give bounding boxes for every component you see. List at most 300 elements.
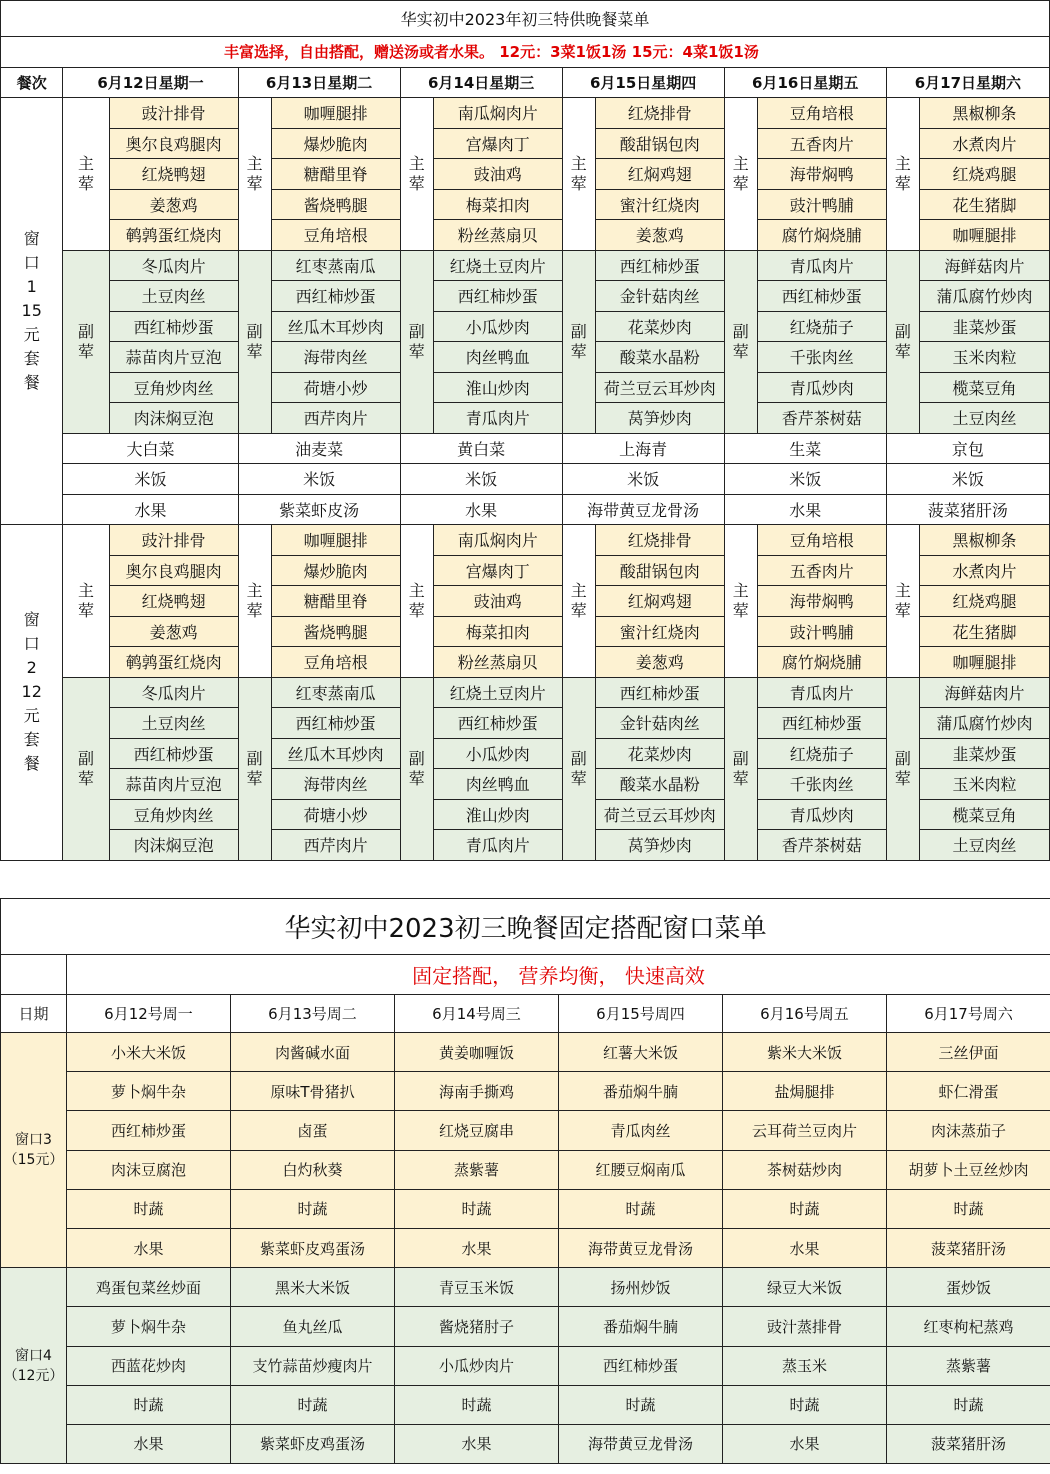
menu-cell-side: 豆角炒肉丝 xyxy=(109,799,238,830)
menu-cell-extra: 米饭 xyxy=(238,464,400,495)
day-header: 6月15号周四 xyxy=(559,995,723,1033)
menu-cell: 红枣枸杞蒸鸡 xyxy=(887,1307,1050,1346)
side-dish-label xyxy=(238,677,271,860)
menu-cell: 海带黄豆龙骨汤 xyxy=(559,1424,723,1463)
main-dish-label xyxy=(63,98,109,251)
side-dish-label xyxy=(724,250,757,433)
menu-cell: 绿豆大米饭 xyxy=(723,1268,887,1307)
side-dish-label xyxy=(562,250,595,433)
main-dish-label-char: 主 xyxy=(894,153,911,173)
menu-cell: 紫米大米饭 xyxy=(723,1033,887,1072)
menu-cell: 时蔬 xyxy=(887,1385,1050,1424)
menu-cell: 萝卜焖牛杂 xyxy=(67,1307,231,1346)
menu-cell-extra: 京包 xyxy=(886,433,1049,464)
day-header: 6月12日星期一 xyxy=(63,67,238,98)
side-dish-label-char: 副 xyxy=(246,321,263,341)
menu-cell: 水果 xyxy=(723,1424,887,1463)
main-dish-label-char: 主 xyxy=(570,153,587,173)
side-dish-label xyxy=(724,677,757,860)
menu-cell: 鸡蛋包菜丝炒面 xyxy=(67,1268,231,1307)
menu-cell-main: 姜葱鸡 xyxy=(109,616,238,647)
menu-cell-main: 酱烧鸭腿 xyxy=(271,189,400,220)
window-label-char: 口 xyxy=(23,253,40,272)
menu-cell: 虾仁滑蛋 xyxy=(887,1072,1050,1111)
menu-cell-side: 红枣蒸南瓜 xyxy=(271,250,400,281)
menu-cell-side: 韭菜炒蛋 xyxy=(919,738,1049,769)
menu-cell: 白灼秋葵 xyxy=(231,1150,395,1189)
menu-cell-side: 榄菜豆角 xyxy=(919,799,1049,830)
menu-cell-side: 荷塘小炒 xyxy=(271,799,400,830)
window-label-char: 口 xyxy=(23,634,40,654)
menu-cell-side: 西红柿炒蛋 xyxy=(271,281,400,312)
menu-cell-side: 西芹肉片 xyxy=(271,830,400,861)
menu-cell-main: 南瓜焖肉片 xyxy=(433,98,562,129)
menu-cell: 豉汁蒸排骨 xyxy=(723,1307,887,1346)
menu-cell-side: 莴笋炒肉 xyxy=(595,403,724,434)
menu-cell-side: 荷兰豆云耳炒肉 xyxy=(595,799,724,830)
side-dish-label-char: 副 xyxy=(246,748,263,768)
menu-cell: 鱼丸丝瓜 xyxy=(231,1307,395,1346)
main-dish-label-char: 主 xyxy=(732,153,749,173)
menu-cell: 菠菜猪肝汤 xyxy=(887,1424,1050,1463)
menu-cell: 时蔬 xyxy=(559,1189,723,1228)
main-dish-label-char: 主 xyxy=(408,580,425,600)
menu-cell-extra: 海带黄豆龙骨汤 xyxy=(562,494,724,525)
menu-cell-side: 西红柿炒蛋 xyxy=(109,738,238,769)
menu-cell-side: 肉丝鸭血 xyxy=(433,769,562,800)
main-dish-label-char: 荤 xyxy=(732,600,749,620)
menu-cell-side: 蒲瓜腐竹炒肉 xyxy=(919,708,1049,739)
main-dish-label-char: 主 xyxy=(246,153,263,173)
window-label-char: 窗 xyxy=(23,610,40,630)
day-header: 6月16日星期五 xyxy=(724,67,886,98)
menu-cell-side: 西红柿炒蛋 xyxy=(595,677,724,708)
menu-cell-main: 鹌鹑蛋红烧肉 xyxy=(109,647,238,678)
side-dish-label-char: 副 xyxy=(78,748,95,768)
menu-cell-main: 红焖鸡翅 xyxy=(595,159,724,190)
main-dish-label-char: 主 xyxy=(408,153,425,173)
side-dish-label-char: 荤 xyxy=(570,341,587,361)
menu-cell-side: 酸菜水晶粉 xyxy=(595,769,724,800)
menu-cell-main: 水煮肉片 xyxy=(919,128,1049,159)
main-dish-label-char: 主 xyxy=(78,153,95,173)
menu-cell: 黑米大米饭 xyxy=(231,1268,395,1307)
menu-cell-main: 海带焖鸭 xyxy=(757,586,886,617)
menu-cell-main: 红烧鸡腿 xyxy=(919,586,1049,617)
menu-cell: 时蔬 xyxy=(67,1385,231,1424)
main-dish-label xyxy=(562,98,595,251)
menu-cell: 番茄焖牛腩 xyxy=(559,1072,723,1111)
menu-cell-main: 奥尔良鸡腿肉 xyxy=(109,128,238,159)
day-header: 6月13日星期二 xyxy=(238,67,400,98)
menu-cell-side: 金针菇肉丝 xyxy=(595,708,724,739)
menu-cell: 西蓝花炒肉 xyxy=(67,1346,231,1385)
menu-cell-side: 海带肉丝 xyxy=(271,769,400,800)
main-dish-label xyxy=(238,98,271,251)
menu-cell-extra: 米饭 xyxy=(724,464,886,495)
menu-cell: 水果 xyxy=(67,1424,231,1463)
menu-cell-main: 梅菜扣肉 xyxy=(433,189,562,220)
menu-cell: 原味T骨猪扒 xyxy=(231,1072,395,1111)
main-dish-label-char: 荤 xyxy=(246,173,263,193)
menu-cell-extra: 紫菜虾皮汤 xyxy=(238,494,400,525)
menu-cell-main: 咖喱腿排 xyxy=(919,220,1049,251)
menu-cell-main: 豉油鸡 xyxy=(433,586,562,617)
menu-cell-side: 莴笋炒肉 xyxy=(595,830,724,861)
menu-cell-side: 西红柿炒蛋 xyxy=(109,311,238,342)
menu-cell-main: 豆角培根 xyxy=(271,647,400,678)
menu-cell-side: 土豆肉丝 xyxy=(919,830,1049,861)
menu-cell-side: 青瓜炒肉 xyxy=(757,799,886,830)
menu-cell-main: 姜葱鸡 xyxy=(595,647,724,678)
side-dish-label-char: 荤 xyxy=(78,768,95,788)
menu-cell-main: 红烧排骨 xyxy=(595,98,724,129)
menu-cell-main: 腐竹焖烧脯 xyxy=(757,647,886,678)
menu-cell-main: 花生猪脚 xyxy=(919,189,1049,220)
window-label-char: 餐 xyxy=(23,754,40,774)
menu-cell-side: 海鲜菇肉片 xyxy=(919,677,1049,708)
side-dish-label-char: 荤 xyxy=(732,768,749,788)
menu-cell-main: 鹌鹑蛋红烧肉 xyxy=(109,220,238,251)
menu-cell: 胡萝卜土豆丝炒肉 xyxy=(887,1150,1050,1189)
menu-cell-main: 红烧鸭翅 xyxy=(109,159,238,190)
menu-cell-extra: 上海青 xyxy=(562,433,724,464)
menu-cell-main: 海带焖鸭 xyxy=(757,159,886,190)
menu-cell-main: 豆角培根 xyxy=(271,220,400,251)
main-dish-label-char: 主 xyxy=(570,580,587,600)
side-dish-label xyxy=(238,250,271,433)
menu-cell: 海南手撕鸡 xyxy=(395,1072,559,1111)
main-dish-label-char: 荤 xyxy=(894,600,911,620)
menu-cell-side: 香芹茶树菇 xyxy=(757,403,886,434)
menu-cell-side: 青瓜肉片 xyxy=(757,250,886,281)
menu-cell: 红烧豆腐串 xyxy=(395,1111,559,1150)
menu-cell-main: 豉汁排骨 xyxy=(109,525,238,556)
side-dish-label-char: 副 xyxy=(408,748,425,768)
fixed-window-menu-table xyxy=(0,898,1050,1464)
menu-cell-side: 冬瓜肉片 xyxy=(109,677,238,708)
menu-cell-side: 花菜炒肉 xyxy=(595,311,724,342)
menu-cell: 菠菜猪肝汤 xyxy=(887,1228,1050,1267)
side-dish-label-char: 荤 xyxy=(570,768,587,788)
menu-cell-main: 腐竹焖烧脯 xyxy=(757,220,886,251)
window-label-char: 1 xyxy=(26,277,37,296)
menu-cell-main: 五香肉片 xyxy=(757,555,886,586)
side-dish-label-char: 荤 xyxy=(246,768,263,788)
main-dish-label-char: 荤 xyxy=(408,600,425,620)
side-dish-label-char: 荤 xyxy=(408,341,425,361)
menu-cell-main: 红焖鸡翅 xyxy=(595,586,724,617)
menu-cell: 红薯大米饭 xyxy=(559,1033,723,1072)
main-dish-label-char: 荤 xyxy=(570,600,587,620)
main-dish-label xyxy=(886,525,919,678)
menu-cell-side: 小瓜炒肉 xyxy=(433,311,562,342)
menu-cell-side: 青瓜肉片 xyxy=(757,677,886,708)
menu-cell-main: 姜葱鸡 xyxy=(109,189,238,220)
promo-text: 丰富选择，自由搭配，赠送汤或者水果。 12元：3菜1饭1汤 15元：4菜1饭1汤 xyxy=(1,37,1050,68)
side-dish-label-char: 荤 xyxy=(246,341,263,361)
menu-cell-side: 红枣蒸南瓜 xyxy=(271,677,400,708)
menu-cell-extra: 生菜 xyxy=(724,433,886,464)
menu-cell: 紫菜虾皮鸡蛋汤 xyxy=(231,1424,395,1463)
window-label xyxy=(1,1268,67,1464)
menu-cell: 茶树菇炒肉 xyxy=(723,1150,887,1189)
fixed-menu-title: 华实初中2023初三晚餐固定搭配窗口菜单 xyxy=(1,899,1050,955)
menu-cell-side: 肉沫焖豆泡 xyxy=(109,403,238,434)
menu-cell-side: 蒲瓜腐竹炒肉 xyxy=(919,281,1049,312)
menu-cell: 时蔬 xyxy=(723,1189,887,1228)
menu-cell-side: 海带肉丝 xyxy=(271,342,400,373)
side-dish-label-char: 副 xyxy=(894,748,911,768)
side-dish-label xyxy=(63,250,109,433)
menu-cell-main: 蜜汁红烧肉 xyxy=(595,189,724,220)
menu-cell-side: 丝瓜木耳炒肉 xyxy=(271,311,400,342)
day-header: 6月13号周二 xyxy=(231,995,395,1033)
side-dish-label-char: 荤 xyxy=(732,341,749,361)
window-label-char: 2 xyxy=(26,658,37,678)
menu-cell: 萝卜焖牛杂 xyxy=(67,1072,231,1111)
menu-cell-side: 榄菜豆角 xyxy=(919,372,1049,403)
window-label-char: 餐 xyxy=(23,373,40,392)
menu-cell: 水果 xyxy=(67,1228,231,1267)
menu-cell: 时蔬 xyxy=(231,1189,395,1228)
menu-cell-main: 酸甜锅包肉 xyxy=(595,555,724,586)
menu-cell: 三丝伊面 xyxy=(887,1033,1050,1072)
menu-cell-main: 奥尔良鸡腿肉 xyxy=(109,555,238,586)
date-header: 日期 xyxy=(1,995,67,1033)
menu-cell-main: 咖喱腿排 xyxy=(271,98,400,129)
main-dish-label-char: 主 xyxy=(246,580,263,600)
menu-cell-main: 花生猪脚 xyxy=(919,616,1049,647)
menu-cell: 支竹蒜苗炒瘦肉片 xyxy=(231,1346,395,1385)
menu-cell-side: 蒜苗肉片豆泡 xyxy=(109,342,238,373)
menu-cell-extra: 米饭 xyxy=(886,464,1049,495)
menu-cell: 时蔬 xyxy=(887,1189,1050,1228)
menu-cell: 红腰豆焖南瓜 xyxy=(559,1150,723,1189)
menu-cell-main: 五香肉片 xyxy=(757,128,886,159)
menu-cell-main: 酸甜锅包肉 xyxy=(595,128,724,159)
menu-title: 华实初中2023年初三特供晚餐菜单 xyxy=(1,1,1050,37)
menu-cell: 小瓜炒肉片 xyxy=(395,1346,559,1385)
menu-cell: 云耳荷兰豆肉片 xyxy=(723,1111,887,1150)
menu-cell-main: 豉汁鸭脯 xyxy=(757,189,886,220)
menu-cell: 肉沫蒸茄子 xyxy=(887,1111,1050,1150)
menu-cell: 蛋炒饭 xyxy=(887,1268,1050,1307)
window-label-char: 12 xyxy=(21,682,42,702)
menu-cell-extra: 米饭 xyxy=(400,464,562,495)
menu-cell-side: 金针菇肉丝 xyxy=(595,281,724,312)
menu-cell-side: 红烧茄子 xyxy=(757,738,886,769)
menu-cell-main: 豉油鸡 xyxy=(433,159,562,190)
main-dish-label-char: 荤 xyxy=(78,173,95,193)
menu-cell-side: 玉米肉粒 xyxy=(919,769,1049,800)
main-dish-label-char: 荤 xyxy=(246,600,263,620)
menu-cell-side: 小瓜炒肉 xyxy=(433,738,562,769)
day-header: 6月17日星期六 xyxy=(886,67,1049,98)
main-dish-label-char: 荤 xyxy=(894,173,911,193)
window-label-char: 窗 xyxy=(23,229,40,248)
menu-cell-side: 玉米肉粒 xyxy=(919,342,1049,373)
menu-cell-main: 南瓜焖肉片 xyxy=(433,525,562,556)
menu-cell-extra: 水果 xyxy=(63,494,238,525)
menu-cell-side: 西红柿炒蛋 xyxy=(433,281,562,312)
menu-cell-main: 豆角培根 xyxy=(757,98,886,129)
menu-cell-side: 青瓜炒肉 xyxy=(757,372,886,403)
side-dish-label-char: 副 xyxy=(570,321,587,341)
side-dish-label xyxy=(562,677,595,860)
menu-cell-side: 红烧土豆肉片 xyxy=(433,677,562,708)
menu-cell: 时蔬 xyxy=(395,1189,559,1228)
menu-cell: 时蔬 xyxy=(67,1189,231,1228)
menu-cell-extra: 黄白菜 xyxy=(400,433,562,464)
window-label-char: 元 xyxy=(23,706,40,726)
menu-cell: 卤蛋 xyxy=(231,1111,395,1150)
menu-cell-main: 姜葱鸡 xyxy=(595,220,724,251)
menu-cell: 扬州炒饭 xyxy=(559,1268,723,1307)
menu-cell: 蒸紫薯 xyxy=(395,1150,559,1189)
blank-cell xyxy=(1,955,67,995)
side-dish-label xyxy=(400,677,433,860)
main-dish-label-char: 荤 xyxy=(408,173,425,193)
menu-cell: 时蔬 xyxy=(231,1385,395,1424)
menu-cell-extra: 水果 xyxy=(724,494,886,525)
day-header: 6月12号周一 xyxy=(67,995,231,1033)
menu-cell-side: 丝瓜木耳炒肉 xyxy=(271,738,400,769)
window-label-line: 窗口4 xyxy=(15,1347,52,1364)
menu-cell-side: 香芹茶树菇 xyxy=(757,830,886,861)
menu-cell-main: 咖喱腿排 xyxy=(919,647,1049,678)
menu-cell-main: 爆炒脆肉 xyxy=(271,555,400,586)
side-dish-label-char: 荤 xyxy=(408,768,425,788)
menu-cell-main: 粉丝蒸扇贝 xyxy=(433,647,562,678)
main-dish-label xyxy=(886,98,919,251)
menu-cell: 肉酱碱水面 xyxy=(231,1033,395,1072)
window-label-char: 套 xyxy=(23,730,40,750)
menu-cell: 黄姜咖喱饭 xyxy=(395,1033,559,1072)
menu-cell: 紫菜虾皮鸡蛋汤 xyxy=(231,1228,395,1267)
menu-cell-side: 荷塘小炒 xyxy=(271,372,400,403)
slogan-text: 固定搭配， 营养均衡， 快速高效 xyxy=(67,955,1050,995)
menu-cell: 时蔬 xyxy=(559,1385,723,1424)
menu-cell-main: 宫爆肉丁 xyxy=(433,555,562,586)
menu-cell-side: 冬瓜肉片 xyxy=(109,250,238,281)
menu-cell-side: 荷兰豆云耳炒肉 xyxy=(595,372,724,403)
menu-cell-main: 蜜汁红烧肉 xyxy=(595,616,724,647)
menu-cell-main: 糖醋里脊 xyxy=(271,159,400,190)
meal-header: 餐次 xyxy=(1,67,63,98)
window-label xyxy=(1,98,63,525)
window-label-char: 元 xyxy=(23,325,40,344)
side-dish-label-char: 荤 xyxy=(894,768,911,788)
menu-cell-side: 西红柿炒蛋 xyxy=(757,708,886,739)
side-dish-label-char: 副 xyxy=(732,748,749,768)
main-dish-label-char: 主 xyxy=(78,580,95,600)
side-dish-label-char: 副 xyxy=(732,321,749,341)
side-dish-label-char: 副 xyxy=(78,321,95,341)
menu-cell-side: 肉沫焖豆泡 xyxy=(109,830,238,861)
menu-cell-side: 青瓜肉片 xyxy=(433,830,562,861)
menu-cell-side: 韭菜炒蛋 xyxy=(919,311,1049,342)
window-label-line: （15元） xyxy=(3,1152,64,1169)
day-header: 6月15日星期四 xyxy=(562,67,724,98)
day-header: 6月14日星期三 xyxy=(400,67,562,98)
main-dish-label xyxy=(400,98,433,251)
menu-cell: 青瓜肉丝 xyxy=(559,1111,723,1150)
menu-cell-extra: 米饭 xyxy=(562,464,724,495)
menu-cell-side: 西芹肉片 xyxy=(271,403,400,434)
main-dish-label-char: 主 xyxy=(894,580,911,600)
menu-cell-side: 土豆肉丝 xyxy=(109,708,238,739)
side-dish-label xyxy=(886,250,919,433)
menu-cell-main: 宫爆肉丁 xyxy=(433,128,562,159)
menu-cell-side: 千张肉丝 xyxy=(757,342,886,373)
menu-cell: 西红柿炒蛋 xyxy=(559,1346,723,1385)
menu-cell-side: 蒜苗肉片豆泡 xyxy=(109,769,238,800)
menu-cell-side: 土豆肉丝 xyxy=(919,403,1049,434)
menu-cell-main: 黑椒柳条 xyxy=(919,525,1049,556)
menu-cell-main: 红烧鸭翅 xyxy=(109,586,238,617)
side-dish-label xyxy=(886,677,919,860)
main-dish-label-char: 荤 xyxy=(570,173,587,193)
side-dish-label-char: 荤 xyxy=(894,341,911,361)
side-dish-label-char: 荤 xyxy=(78,341,95,361)
menu-cell-side: 西红柿炒蛋 xyxy=(271,708,400,739)
main-dish-label xyxy=(724,525,757,678)
menu-cell-extra: 大白菜 xyxy=(63,433,238,464)
side-dish-label xyxy=(400,250,433,433)
menu-cell-side: 淮山炒肉 xyxy=(433,799,562,830)
menu-cell-main: 红烧排骨 xyxy=(595,525,724,556)
main-dish-label-char: 荤 xyxy=(78,600,95,620)
menu-cell-side: 海鲜菇肉片 xyxy=(919,250,1049,281)
window-label-char: 套 xyxy=(23,349,40,368)
menu-cell-main: 咖喱腿排 xyxy=(271,525,400,556)
menu-cell: 青豆玉米饭 xyxy=(395,1268,559,1307)
day-header: 6月17号周六 xyxy=(887,995,1050,1033)
side-dish-label-char: 副 xyxy=(408,321,425,341)
menu-cell-side: 红烧土豆肉片 xyxy=(433,250,562,281)
menu-cell-extra: 油麦菜 xyxy=(238,433,400,464)
menu-cell-extra: 菠菜猪肝汤 xyxy=(886,494,1049,525)
menu-cell-side: 西红柿炒蛋 xyxy=(757,281,886,312)
main-dish-label xyxy=(63,525,109,678)
day-header: 6月14号周三 xyxy=(395,995,559,1033)
menu-cell-main: 豉汁鸭脯 xyxy=(757,616,886,647)
window-label xyxy=(1,525,63,861)
menu-cell: 盐焗腿排 xyxy=(723,1072,887,1111)
main-dish-label xyxy=(562,525,595,678)
menu-cell-main: 黑椒柳条 xyxy=(919,98,1049,129)
main-dish-label xyxy=(724,98,757,251)
menu-cell: 蒸紫薯 xyxy=(887,1346,1050,1385)
menu-cell-main: 豉汁排骨 xyxy=(109,98,238,129)
side-dish-label-char: 副 xyxy=(894,321,911,341)
menu-cell-side: 千张肉丝 xyxy=(757,769,886,800)
menu-cell-side: 西红柿炒蛋 xyxy=(595,250,724,281)
menu-cell-side: 肉丝鸭血 xyxy=(433,342,562,373)
menu-cell-extra: 水果 xyxy=(400,494,562,525)
main-dish-label-char: 主 xyxy=(732,580,749,600)
side-dish-label xyxy=(63,677,109,860)
menu-cell: 酱烧猪肘子 xyxy=(395,1307,559,1346)
menu-cell: 小米大米饭 xyxy=(67,1033,231,1072)
menu-cell-main: 爆炒脆肉 xyxy=(271,128,400,159)
menu-cell-side: 酸菜水晶粉 xyxy=(595,342,724,373)
side-dish-label-char: 副 xyxy=(570,748,587,768)
menu-cell: 番茄焖牛腩 xyxy=(559,1307,723,1346)
menu-cell: 蒸玉米 xyxy=(723,1346,887,1385)
menu-cell-side: 西红柿炒蛋 xyxy=(433,708,562,739)
